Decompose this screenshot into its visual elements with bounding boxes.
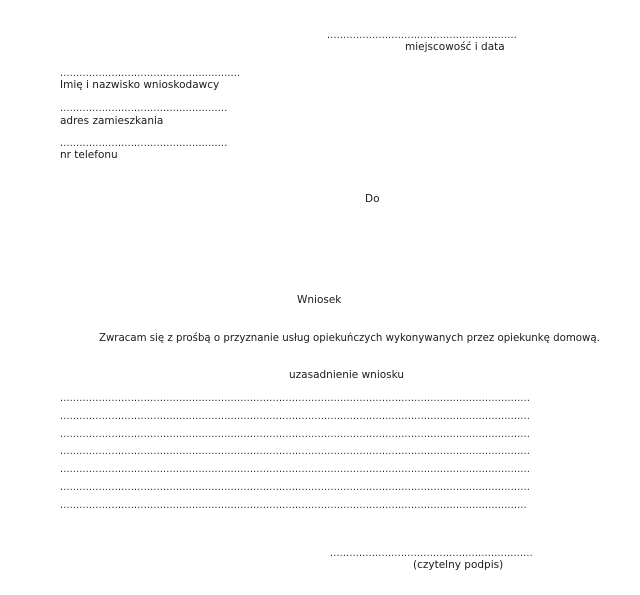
phone-line: ....................................................	[60, 138, 228, 149]
place-date-label: miejscowość i data	[405, 41, 505, 53]
address-label: adres zamieszkania	[60, 115, 164, 127]
signature-label: (czytelny podpis)	[413, 559, 504, 571]
recipient-label: Do	[365, 193, 380, 205]
applicant-name-label: Imię i nazwisko wnioskodawcy	[60, 79, 220, 91]
justification-line: ..................................................................................................................................................	[60, 429, 531, 440]
phone-label: nr telefonu	[60, 149, 118, 161]
address-line: ....................................................	[60, 103, 228, 114]
justification-line: ..................................................................................................................................................	[60, 482, 531, 493]
document-title: Wniosek	[297, 294, 342, 306]
request-paragraph: Zwracam się z prośbą o przyznanie usług opiekuńczych wykonywanych przez opiekunkę domową.	[99, 333, 600, 344]
justification-line: ..................................................................................................................................................	[60, 411, 531, 422]
justification-line: .................................................................................................................................................	[60, 500, 527, 511]
signature-line: ...............................................................	[330, 548, 533, 559]
justification-label: uzasadnienie wniosku	[289, 369, 405, 381]
place-date-line: ...........................................................	[327, 30, 517, 41]
justification-line: ..................................................................................................................................................	[60, 464, 531, 475]
justification-line: ..................................................................................................................................................	[60, 393, 531, 404]
applicant-name-line: ........................................................	[60, 68, 241, 79]
justification-line: ..................................................................................................................................................	[60, 446, 531, 457]
